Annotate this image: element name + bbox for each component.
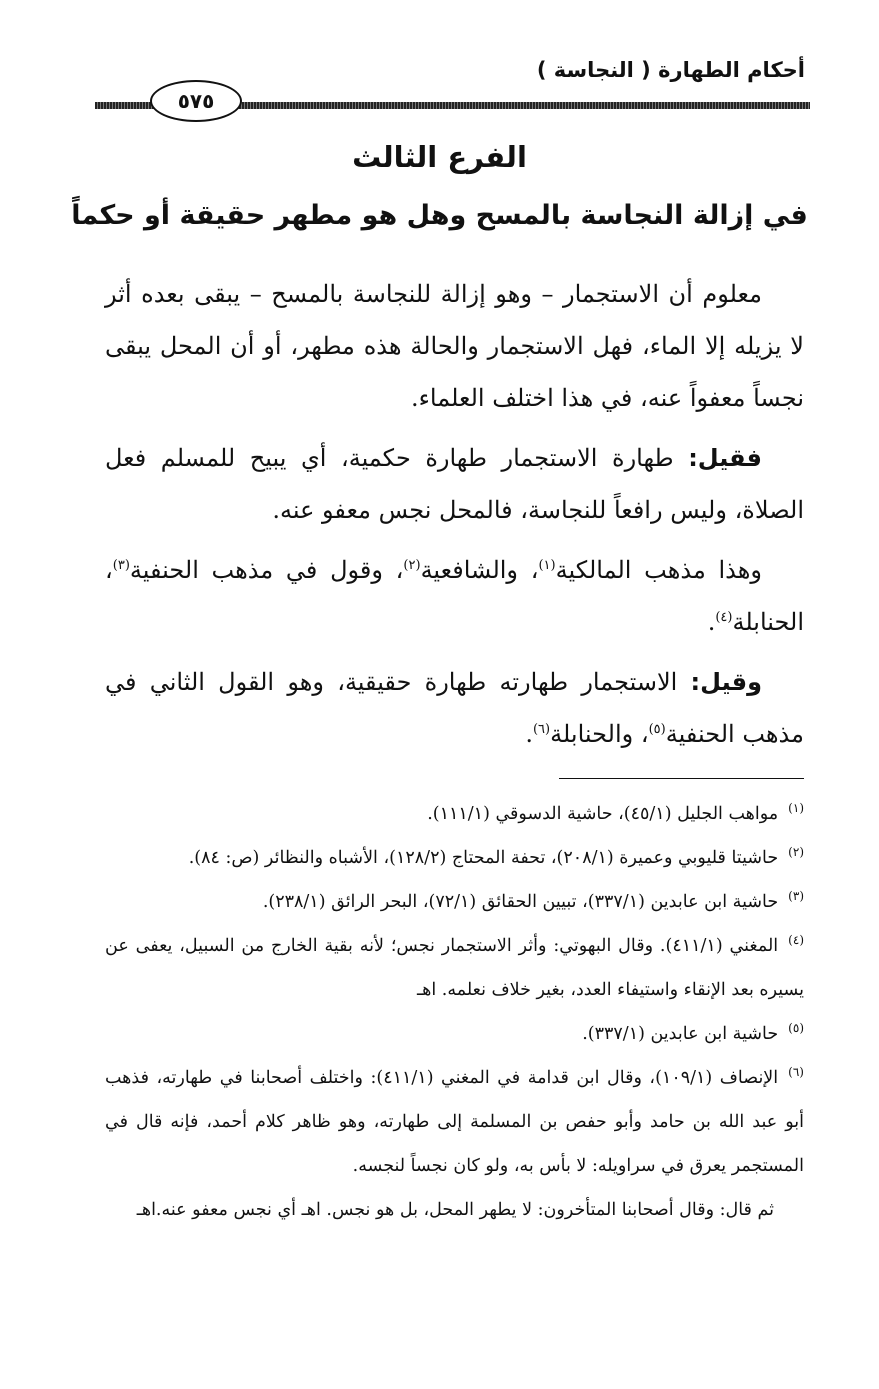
footnote-6-text: الإنصاف (١٠٩/١)، وقال ابن قدامة في المغني (٤١١/١): واختلف أصحابنا في طهارته، فذهب أبو عبد الله بن حامد وأبو حفص بن المسلمة إلى طهارته، وهو ظاهر كلام أحمد، فإنه قال في المستجمر يعرق في سراويله: لا بأس به، ولو كان نجساً لنجسه. <box>105 1068 804 1176</box>
p3-text-d: ، الحنابلة <box>105 556 804 636</box>
footnote-4 <box>105 924 804 1012</box>
paragraph-4 <box>105 656 804 760</box>
footnote-1 <box>105 792 804 836</box>
footnotes <box>105 792 804 1232</box>
footnote-6-number: (٦) <box>788 1065 804 1080</box>
paragraph-2-text: طهارة الاستجمار طهارة حكمية، أي يبيح للمسلم فعل الصلاة، وليس رافعاً للنجاسة، فالمحل نجس معفو عنه. <box>105 444 804 524</box>
footnote-6-continuation: ثم قال: وقال أصحابنا المتأخرون: لا يطهر المحل، بل هو نجس. اهـ أي نجس معفو عنه.اهـ <box>136 1200 774 1220</box>
footnote-6 <box>105 1056 804 1188</box>
footnote-ref-1: (١) <box>538 558 556 573</box>
body-text <box>105 268 804 768</box>
paragraph-4-lead: وقيل: <box>690 668 762 696</box>
paragraph-1: معلوم أن الاستجمار – وهو إزالة للنجاسة بالمسح – يبقى بعده أثر لا يزيله إلا الماء، فهل الاستجمار والحالة هذه مطهر، أو أن المحل يبقى نجساً معفواً عنه، في هذا اختلف العلماء. <box>105 280 804 412</box>
footnote-ref-3: (٣) <box>112 558 130 573</box>
footnote-separator <box>559 778 804 779</box>
paragraph-2 <box>105 432 804 536</box>
footnote-ref-2: (٢) <box>403 558 421 573</box>
p4-text-b: ، والحنابلة <box>550 720 649 748</box>
p4-text-a: الاستجمار طهارته طهارة حقيقية، وهو القول الثاني في مذهب الحنفية <box>105 668 804 748</box>
running-head: أحكام الطهارة ( النجاسة ) <box>536 58 805 82</box>
footnote-5-text: حاشية ابن عابدين (٣٣٧/١). <box>582 1024 779 1044</box>
footnote-2 <box>105 836 804 880</box>
footnote-3-number: (٣) <box>788 889 804 904</box>
footnote-ref-5: (٥) <box>648 722 666 737</box>
section-subtitle: في إزالة النجاسة بالمسح وهل هو مطهر حقيقة أو حكماً <box>71 200 808 231</box>
paragraph-2-lead: فقيل: <box>688 444 762 472</box>
footnote-1-text: مواهب الجليل (٤٥/١)، حاشية الدسوقي (١١١/١). <box>427 804 779 824</box>
p4-text-c: . <box>525 720 533 748</box>
paragraph-3 <box>105 544 804 648</box>
p3-text-a: وهذا مذهب المالكية <box>555 556 763 584</box>
p3-text-e: . <box>707 608 716 636</box>
page-number: ٥٧٥ <box>150 80 242 122</box>
footnote-2-number: (٢) <box>788 845 804 860</box>
p3-text-b: ، والشافعية <box>420 556 539 584</box>
footnote-5 <box>105 1012 804 1056</box>
footnote-5-number: (٥) <box>788 1021 804 1036</box>
footnote-3 <box>105 880 804 924</box>
footnote-1-number: (١) <box>788 801 804 816</box>
footnote-ref-6: (٦) <box>532 722 551 737</box>
p3-text-c: ، وقول في مذهب الحنفية <box>129 556 404 584</box>
footnote-4-text: المغني (٤١١/١). وقال البهوتي: وأثر الاستجمار نجس؛ لأنه بقية الخارج من السبيل، يعفى عن يسيره بعد الإنقاء واستيفاء العدد، بغير خلاف نعلمه. اهـ <box>105 936 804 1000</box>
footnote-4-number: (٤) <box>788 933 804 948</box>
section-title: الفرع الثالث <box>352 140 527 174</box>
footnote-2-text: حاشيتا قليوبي وعميرة (٢٠٨/١)، تحفة المحتاج (١٢٨/٢)، الأشباه والنظائر (ص: ٨٤). <box>188 848 779 868</box>
footnote-ref-4: (٤) <box>715 610 733 625</box>
footnote-3-text: حاشية ابن عابدين (٣٣٧/١)، تبيين الحقائق (٧٢/١)، البحر الرائق (٢٣٨/١). <box>262 892 779 912</box>
